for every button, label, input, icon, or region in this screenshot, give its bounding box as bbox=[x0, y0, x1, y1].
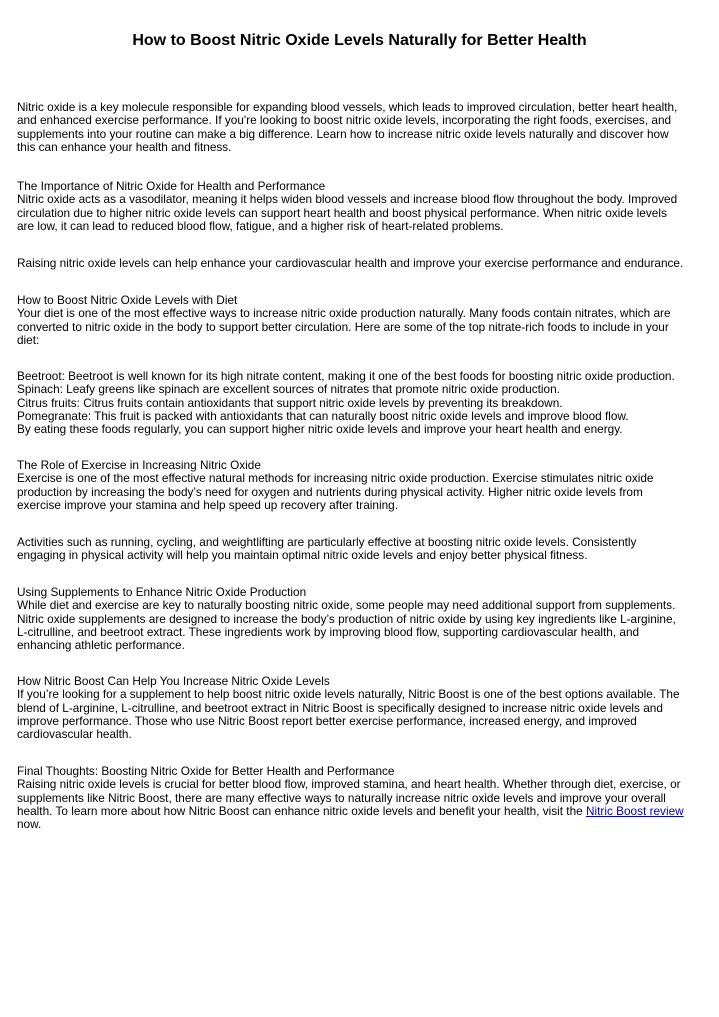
text-line: now. bbox=[17, 817, 42, 832]
text-line: improve performance. Those who use Nitric Boost report better exercise performance, increased energy, and improved bbox=[17, 713, 637, 728]
text-line: exercise improve your stamina and help speed up recovery after training. bbox=[17, 497, 398, 512]
text-line: If you’re looking for a supplement to help boost nitric oxide levels naturally, Nitric Boost is one of the best options available. The bbox=[17, 687, 680, 702]
text-line: supplements like Nitric Boost, there are many effective ways to naturally increase nitric oxide levels and improve your overall bbox=[17, 790, 666, 805]
raising-paragraph bbox=[17, 257, 707, 270]
text-line: Your diet is one of the most effective ways to increase nitric oxide production naturally. Many foods contain nitrates, which are bbox=[17, 306, 671, 321]
list-item: Pomegranate: This fruit is packed with antioxidants that can naturally boost nitric oxide levels and improve blood flow. bbox=[17, 408, 629, 423]
text-line: diet: bbox=[17, 332, 40, 347]
text-line: converted to nitric oxide in the body to support better circulation. Here are some of the top nitrate-rich foods to include in your bbox=[17, 319, 669, 334]
text-line: Activities such as running, cycling, and weightlifting are particularly effective at boosting nitric oxide levels. Consistently bbox=[17, 535, 637, 549]
text-line: supplements into your routine can make a big difference. Learn how to increase nitric oxide levels naturally and discover how bbox=[17, 126, 669, 141]
text-line: Nitric oxide supplements are designed to increase the body’s production of nitric oxide by using key ingredients like L-arginine, bbox=[17, 611, 676, 626]
list-item: Spinach: Leafy greens like spinach are excellent sources of nitrates that promote nitric oxide production. bbox=[17, 382, 560, 397]
text-line: enhancing athletic performance. bbox=[17, 638, 185, 653]
text-line: blend of L-arginine, L-citrulline, and beetroot extract in Nitric Boost is specifically designed to increase nitric oxide levels and bbox=[17, 700, 663, 715]
section-heading: Using Supplements to Enhance Nitric Oxide Production bbox=[17, 585, 307, 599]
text-line: are low, it can lead to reduced blood flow, fatigue, and a higher risk of heart-related problems. bbox=[17, 218, 504, 233]
text-line: Nitric oxide acts as a vasodilator, meaning it helps widen blood vessels and increase blood flow throughout the body. Improved bbox=[17, 192, 678, 207]
intro-paragraph bbox=[17, 101, 707, 154]
text-line: circulation due to higher nitric oxide levels can support heart health and boost physical performance. When nitric oxide levels bbox=[17, 205, 667, 220]
section-heading: Final Thoughts: Boosting Nitric Oxide for Better Health and Performance bbox=[17, 764, 395, 778]
text-line: this can enhance your health and fitness. bbox=[17, 139, 232, 154]
nitric-boost-review-link[interactable]: Nitric Boost review bbox=[585, 803, 684, 818]
text-line: Raising nitric oxide levels can help enhance your cardiovascular health and improve your exercise performance and endurance. bbox=[17, 256, 684, 270]
importance-section bbox=[17, 180, 707, 233]
text-line: production by increasing the body’s need for oxygen and nutrients during physical activity. Higher nitric oxide levels from bbox=[17, 484, 643, 499]
foods-list bbox=[17, 370, 707, 436]
text-line: Raising nitric oxide levels is crucial for better blood flow, improved stamina, and heart health. Whether through diet, exercise, or bbox=[17, 777, 681, 792]
section-heading: The Role of Exercise in Increasing Nitric Oxide bbox=[17, 458, 261, 472]
section-heading: How Nitric Boost Can Help You Increase Nitric Oxide Levels bbox=[17, 674, 330, 688]
page-title: How to Boost Nitric Oxide Levels Naturally for Better Health bbox=[132, 32, 587, 49]
link-prefix-text: health. To learn more about how Nitric Boost can enhance nitric oxide levels and benefit your health, visit the bbox=[17, 803, 586, 818]
text-line: Nitric oxide is a key molecule responsible for expanding blood vessels, which leads to improved circulation, better heart health, bbox=[17, 100, 678, 114]
nitric-boost-section bbox=[17, 675, 707, 741]
supplements-section bbox=[17, 586, 707, 652]
activities-paragraph bbox=[17, 536, 707, 563]
diet-section bbox=[17, 294, 707, 347]
exercise-section bbox=[17, 459, 707, 512]
text-line: While diet and exercise are key to naturally boosting nitric oxide, some people may need additional support from supplements. bbox=[17, 598, 676, 613]
text-line: engaging in physical activity will help you maintain optimal nitric oxide levels and enjoy better physical fitness. bbox=[17, 548, 588, 563]
section-heading: The Importance of Nitric Oxide for Health and Performance bbox=[17, 179, 326, 193]
final-thoughts-section bbox=[17, 765, 707, 831]
list-item: Citrus fruits: Citrus fruits contain antioxidants that support nitric oxide levels by preventing its breakdown. bbox=[17, 395, 563, 410]
section-heading: How to Boost Nitric Oxide Levels with Diet bbox=[17, 293, 238, 307]
text-line-with-link bbox=[17, 805, 707, 818]
text-line: Exercise is one of the most effective natural methods for increasing nitric oxide production. Exercise stimulates nitric oxide bbox=[17, 471, 654, 486]
list-item: Beetroot: Beetroot is well known for its high nitrate content, making it one of the best foods for boosting nitric oxide production. bbox=[17, 369, 675, 383]
text-line: L-citrulline, and beetroot extract. These ingredients work by improving blood flow, supporting cardiovascular health, and bbox=[17, 624, 640, 639]
text-line: and enhanced exercise performance. If you're looking to boost nitric oxide levels, incorporating the right foods, exercises, and bbox=[17, 113, 672, 128]
text-line: cardiovascular health. bbox=[17, 727, 132, 742]
text-line: By eating these foods regularly, you can support higher nitric oxide levels and improve your heart health and energy. bbox=[17, 422, 623, 437]
